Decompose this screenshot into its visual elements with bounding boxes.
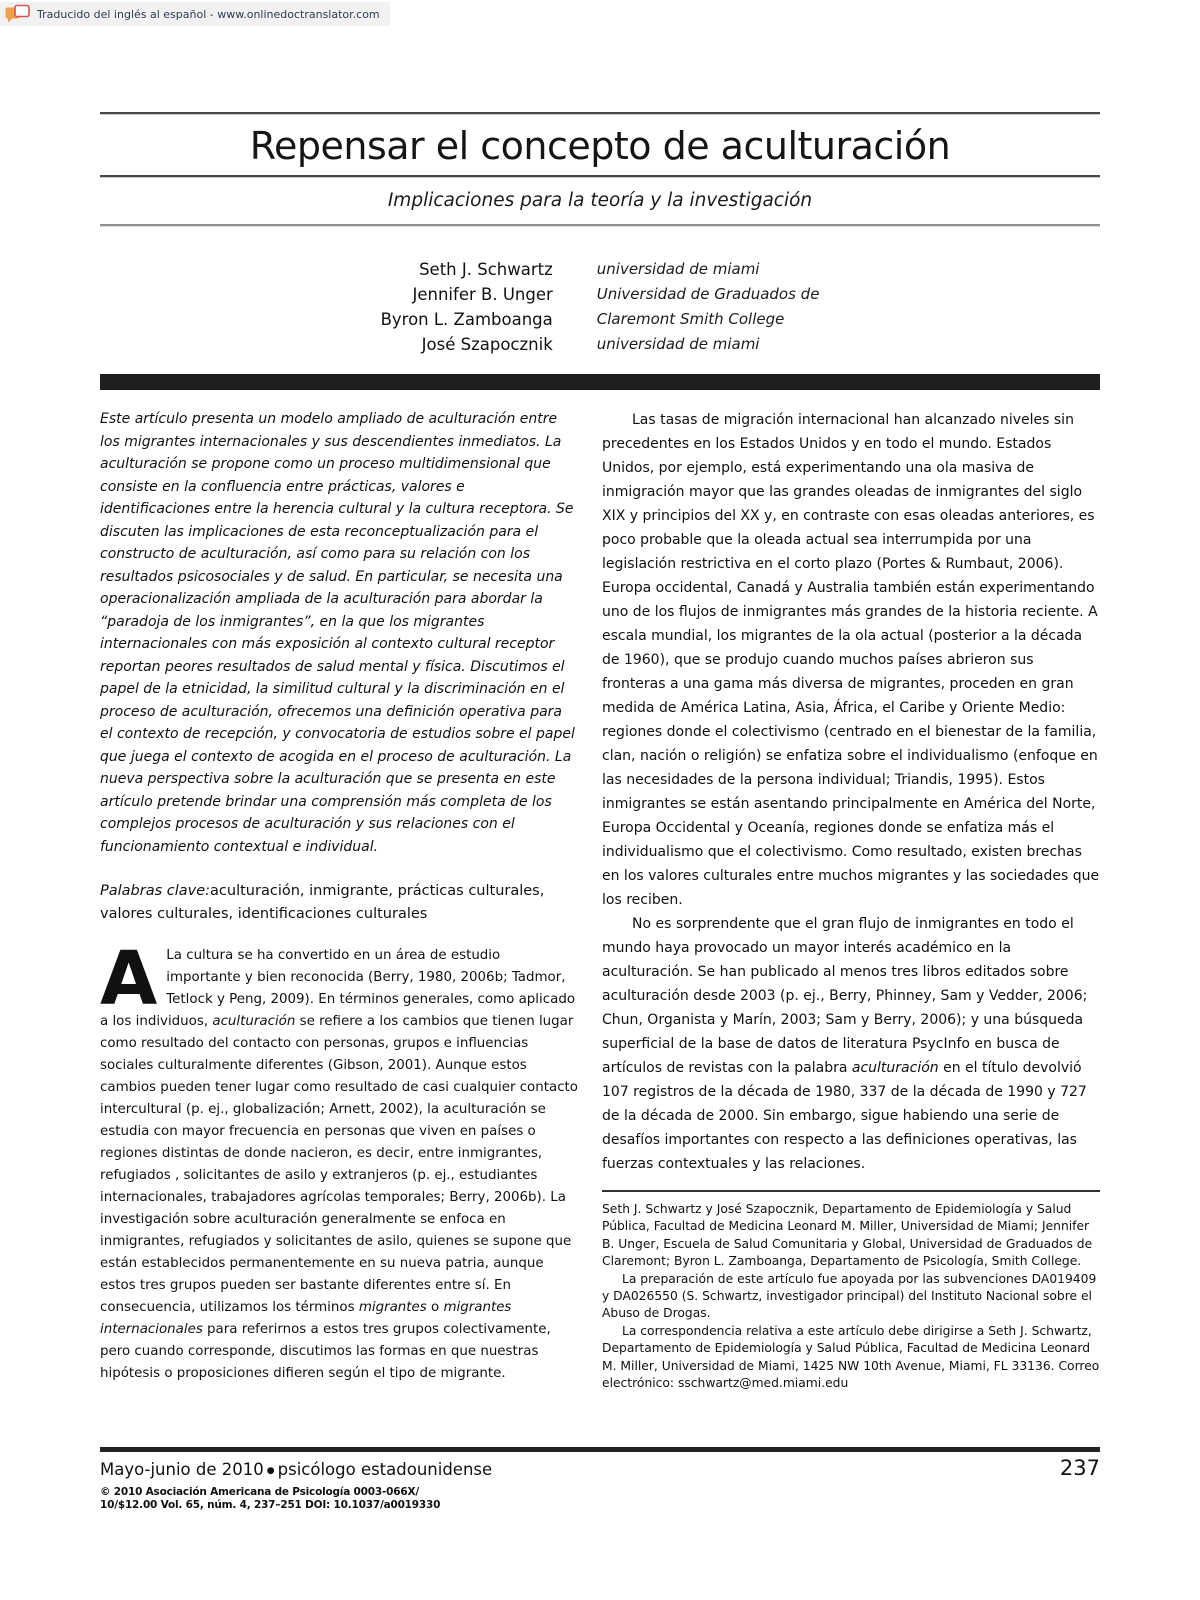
- body-paragraph-1: Las tasas de migración internacional han alcanzado niveles sin precedentes en los Estados Unidos y en todo el mundo. Estados Unidos, por ejemplo, está experimentando una ola masiva de inmigración mayor que las grandes oleadas de inmigrantes del siglo XIX y principios del XX y, en contraste con esas oleadas anteriores, es poco probable que la oleada actual sea interrumpida por una legislación restrictiva en el corto plazo (Portes & Rumbaut, 2006). Europa occidental, Canadá y Australia también están experimentando uno de los flujos de inmigrantes más grandes de la historia reciente. A escala mundial, los migrantes de la ola actual (posterior a la década de 1960), que se produjo cuando muchos países abrieron sus fronteras a una gama más diversa de migrantes, proceden en gran medida de América Latina, Asia, África, el Caribe y Oriente Medio: regiones donde el colectivismo (centrado en el bienestar de la familia, clan, nación o religión) se enfatiza sobre el individualismo (enfoque en las necesidades de la persona individual; Triandis, 1995). Estos inmigrantes se están asentando principalmente en América del Norte, Europa Occidental y Oceanía, regiones donde se enfatiza más el individualismo que el colectivismo. Como resultado, existen brechas en los valores culturales entre muchos migrantes y las sociedades que los reciben.: [602, 412, 1100, 908]
- authors-block: [100, 257, 1100, 357]
- footer: [100, 1456, 1100, 1480]
- author-note: [602, 1190, 1100, 1392]
- footer-journal: psicólogo estadounidense: [277, 1460, 493, 1479]
- author-name: Byron L. Zamboanga: [380, 310, 553, 329]
- author-name: José Szapocznik: [421, 335, 553, 354]
- keywords: [100, 880, 578, 925]
- keywords-label: Palabras clave:: [100, 883, 211, 899]
- author-affiliation: Universidad de Graduados de: [596, 285, 820, 303]
- translation-banner[interactable]: [0, 2, 390, 26]
- author-affiliation: universidad de miami: [596, 335, 760, 353]
- author-affiliation: universidad de miami: [596, 260, 760, 278]
- author-names-column: [381, 257, 553, 357]
- author-name: Jennifer B. Unger: [412, 285, 553, 304]
- footer-bullet: ●: [266, 1466, 275, 1476]
- banner-text: Traducido del inglés al español - www.onlinedoctranslator.com: [37, 7, 380, 21]
- title-rule-bottom: [100, 224, 1100, 227]
- author-note-paragraph-2: La preparación de este artículo fue apoyada por las subvenciones DA019409 y DA026550 (S. Schwartz, investigador principal) del Instituto Nacional sobre el Abuso de Drogas.: [602, 1271, 1097, 1321]
- copyright-line-2: 10/$12.00 Vol. 65, núm. 4, 237–251 DOI: 10.1037/a0019330: [100, 1499, 441, 1511]
- body-paragraph-2: No es sorprendente que el gran flujo de inmigrantes en todo el mundo haya provocado un mayor interés académico en la aculturación. Se han publicado al menos tres libros editados sobre aculturación desde 2003 (p. ej., Berry, Phinney, Sam y Vedder, 2006; Chun, Organista y Marín, 2003; Sam y Berry, 2006); y una búsqueda superficial de la base de datos de literatura PsycInfo en busca de artículos de revistas con la palabra aculturación en el título devolvió 107 registros de la década de 1980, 337 de la década de 1990 y 727 de la década de 2000. Sin embargo, sigue habiendo una serie de desafíos importantes con respecto a las definiciones operativas, las fuerzas contextuales y las relaciones.: [602, 916, 1088, 1172]
- abstract: Este artículo presenta un modelo ampliado de aculturación entre los migrantes internacionales y sus descendientes inmediatos. La aculturación se propone como un proceso multidimensional que consiste en la confluencia entre prácticas, valores e identificaciones entre la herencia cultural y la cultura receptora. Se discuten las implicaciones de esta reconceptualización para el constructo de aculturación, así como para su relación con los resultados psicosociales y de salud. En particular, se necesita una operacionalización ampliada de la aculturación para abordar la “paradoja de los inmigrantes”, en la que los migrantes internacionales con más exposición al contexto cultural receptor reportan peores resultados de salud mental y física. Discutimos el papel de la etnicidad, la similitud cultural y la discriminación en el proceso de aculturación, ofrecemos una definición operativa para el contexto de recepción, y convocatoria de estudios sobre el papel que juega el contexto de acogida en el proceso de aculturación. La nueva perspectiva sobre la aculturación que se presenta en este artículo pretende brindar una comprensión más completa de los complejos procesos de aculturación y sus relaciones con el funcionamiento contextual e individual.: [100, 411, 575, 855]
- section-divider-bar: [100, 374, 1100, 390]
- right-column: [602, 408, 1100, 1392]
- article-subtitle: Implicaciones para la teoría y la investigación: [387, 190, 813, 211]
- footer-issue-journal: [100, 1460, 492, 1479]
- title-rule-top: [100, 112, 1100, 115]
- title-rule-middle: [100, 175, 1100, 178]
- footer-rule: [100, 1447, 1100, 1452]
- left-column: [100, 408, 578, 1392]
- author-note-paragraph-1: Seth J. Schwartz y José Szapocznik, Departamento de Epidemiología y Salud Pública, Facultad de Medicina Leonard M. Miller, Universidad de Miami; Jennifer B. Unger, Escuela de Salud Comunitaria y Global, Universidad de Graduados de Claremont; Byron L. Zamboanga, Departamento de Psicología, Smith College.: [602, 1202, 1093, 1269]
- copyright-line-1: © 2010 Asociación Americana de Psicología 0003-066X/: [100, 1486, 419, 1498]
- intro-text: La cultura se ha convertido en un área de estudio importante y bien reconocida (Berry, 1980, 2006b; Tadmor, Tetlock y Peng, 2009). En términos generales, como aplicado a los individuos, aculturación se refiere a los cambios que tienen lugar como resultado del contacto con personas, grupos e influencias sociales culturalmente diferentes (Gibson, 2001). Aunque estos cambios pueden tener lugar como resultado de casi cualquier contacto intercultural (p. ej., globalización; Arnett, 2002), la aculturación se estudia con mayor frecuencia en personas que viven en países o regiones distintas de donde nacieron, es decir, entre inmigrantes, refugiados , solicitantes de asilo y extranjeros (p. ej., estudiantes internacionales, trabajadores agrícolas temporales; Berry, 2006b). La investigación sobre aculturación generalmente se enfoca en inmigrantes, refugiados y solicitantes de asilo, quienes se supone que están establecidos permanentemente en su nueva patria, aunque estos tres grupos pueden ser bastante diferentes entre sí. En consecuencia, utilizamos los términos migrantes o migrantes internacionales para referirnos a estos tres grupos colectivamente, pero cuando corresponde, discutimos las formas en que nuestras hipótesis o proposiciones difieren según el tipo de migrante.: [100, 948, 579, 1381]
- author-name: Seth J. Schwartz: [419, 260, 553, 279]
- translate-icon: [4, 4, 31, 24]
- author-affiliation: Claremont Smith College: [596, 310, 785, 328]
- article-header: [100, 112, 1100, 227]
- drop-cap: A: [100, 936, 158, 1022]
- page-number: 237: [1059, 1456, 1100, 1480]
- footer-issue: Mayo-junio de 2010: [100, 1460, 264, 1479]
- author-affiliations-column: [597, 257, 820, 357]
- keywords-text: aculturación, inmigrante, prácticas culturales, valores culturales, identificaciones culturales: [100, 883, 545, 922]
- article-body: [100, 408, 1100, 1392]
- article-title: Repensar el concepto de aculturación: [249, 124, 951, 168]
- author-note-paragraph-3: La correspondencia relativa a este artículo debe dirigirse a Seth J. Schwartz, Departamento de Epidemiología y Salud Pública, Facultad de Medicina Leonard M. Miller, Universidad de Miami, 1425 NW 10th Avenue, Miami, FL 33136. Correo electrónico: sschwartz@med.miami.edu: [602, 1323, 1100, 1391]
- copyright-block: [100, 1486, 440, 1512]
- intro-paragraph: [100, 936, 579, 1385]
